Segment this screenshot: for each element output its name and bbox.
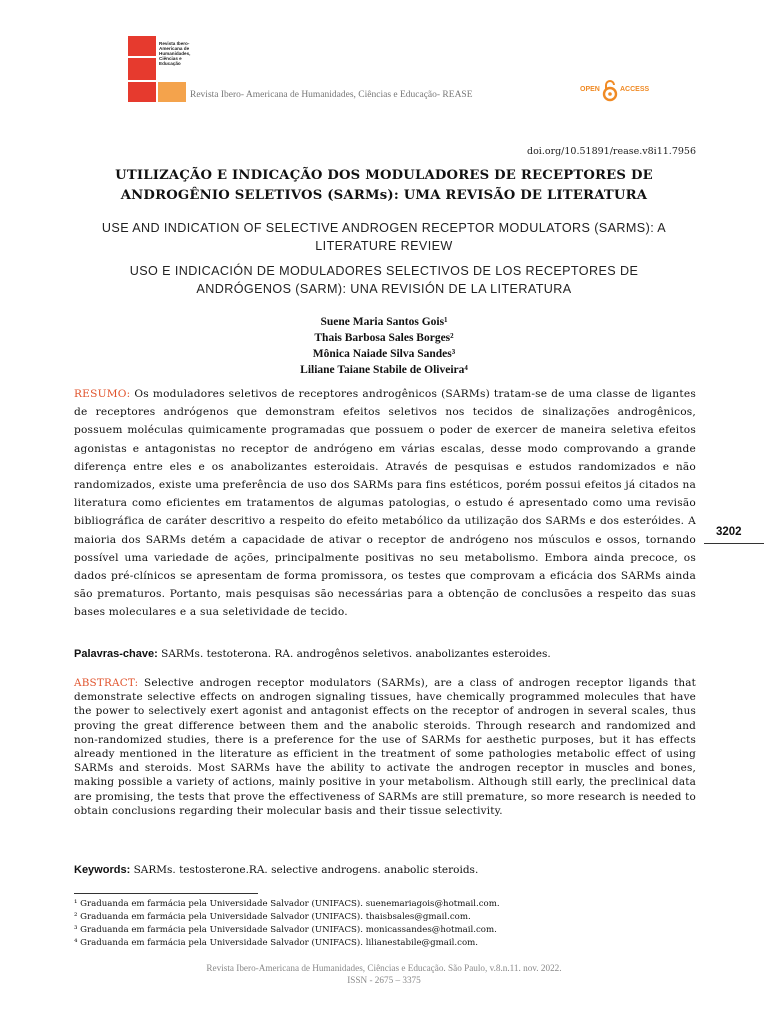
author-name: Liliane Taiane Stabile de Oliveira⁴ xyxy=(300,364,468,376)
logo-block-red-top xyxy=(128,36,156,56)
footer-issn: ISSN - 2675 – 3375 xyxy=(347,975,421,985)
footnote-item: ³ Graduanda em farmácia pela Universidade Salvador (UNIFACS). monicassandes@hotmail.com. xyxy=(74,925,497,935)
abstract-label: ABSTRACT: xyxy=(74,677,139,689)
open-access-open-label: OPEN xyxy=(580,86,600,93)
doi-link[interactable]: doi.org/10.51891/rease.v8i11.7956 xyxy=(526,146,696,157)
author-list xyxy=(100,314,668,378)
logo-block-red-middle xyxy=(128,58,156,80)
keywords-en xyxy=(74,864,696,876)
page-number: 3202 xyxy=(716,526,742,538)
resumo-paragraph xyxy=(74,385,696,622)
logo-block-red-bottom xyxy=(128,82,156,102)
title-spanish: USO E INDICACIÓN DE MODULADORES SELECTIVOS DE LOS RECEPTORES DE ANDRÓGENOS (SARM): UNA REVISIÓN DE LA LITERATURA xyxy=(129,264,639,296)
abstract-paragraph xyxy=(74,676,696,818)
page-number-rule xyxy=(704,543,764,544)
author-name: Thais Barbosa Sales Borges² xyxy=(314,332,454,344)
resumo-text: Os moduladores seletivos de receptores androgênicos (SARMs) tratam-se de uma classe de ligantes de receptores andrógenos que demonstram efeitos seletivos nos tecidos de sinalizações androgênicos, possuem moléculas quimicamente programadas que possuem o poder de exercer de maneira seletiva efeitos agonistas e antagonistas no receptor de andrógeno em várias escalas, desse modo comprovando a grande diferença entre eles e os anabolizantes esteroidais. Através de pesquisas e estudos randomizados e não randomizados, existe uma preferência de uso dos SARMs para fins estéticos, porém possui efeitos já citados na literatura como eficientes em tratamentos de algumas patologias, o estudo é apresentado como uma revisão bibliográfica de caráter descritivo a respeito do efeito metabólico da utilização dos SARMs e dos esteróides. A maioria dos SARMs detém a capacidade de ativar o receptor de andrógeno nos músculos e ossos, tornando possível uma variedade de ações, principalmente positivas no seu metabolismo. Embora ainda precoce, os dados pré-clínicos se apresentam de forma promissora, os testes que comprovam a eficácia dos SARMs ainda são prematuros. Portanto, mais pesquisas são necessárias para a obtenção de conclusões a respeito das suas bases moleculares e a sua seletividade de tecido. xyxy=(74,388,696,619)
footer-citation: Revista Ibero-Americana de Humanidades, Ciências e Educação. São Paulo, v.8.n.11. nov. 2022. xyxy=(206,963,562,973)
author-name: Suene Maria Santos Gois¹ xyxy=(320,316,448,328)
journal-header-line: Revista Ibero- Americana de Humanidades, Ciências e Educação- REASE xyxy=(190,90,473,100)
keywords-en-text: SARMs. testosterone.RA. selective androgens. anabolic steroids. xyxy=(133,864,479,876)
logo-block-orange xyxy=(158,82,186,102)
footnotes xyxy=(74,898,500,950)
open-access-access-label: ACCESS xyxy=(620,86,650,93)
abstract-text: Selective androgen receptor modulators (SARMs), are a class of androgen receptor ligands that demonstrate selective effects on androgen signaling tissues, have chemically programmed molecules that have the power to selectively exert agonist and antagonist effects on the receptor of androgen in several scales, thus proving the great difference between them and the anabolic steroids. Through research and randomized and non-randomized studies, there is a preference for the use of SARMs for aesthetic purposes, but it has effects already mentioned in the literature as efficient in the treatment of some pathologies metabolic effect of using SARMs and steroids. Most SARMs have the ability to activate the androgen receptor in muscles and bones, making possible a variety of actions, mainly positive in your metabolism. Although still early, the preclinical data are promising, the tests that prove the effectiveness of SARMs are still premature, so more research is needed to obtain conclusions regarding their molecular basis and their tissue selectivity. xyxy=(74,677,696,817)
footnote-item: ⁴ Graduanda em farmácia pela Universidade Salvador (UNIFACS). lilianestabile@gmail.com. xyxy=(74,938,478,948)
keywords-pt-label: Palavras-chave: xyxy=(74,648,158,660)
keywords-pt-text: SARMs. testoterona. RA. androgênos seletivos. anabolizantes esteroides. xyxy=(161,648,551,660)
title-portuguese: UTILIZAÇÃO E INDICAÇÃO DOS MODULADORES DE RECEPTORES DE ANDROGÊNIO SELETIVOS (SARMs): UMA REVISÃO DE LITERATURA xyxy=(115,168,653,203)
author-name: Mônica Naiade Silva Sandes³ xyxy=(312,348,456,360)
title-english: USE AND INDICATION OF SELECTIVE ANDROGEN RECEPTOR MODULATORS (SARMS): A LITERATURE REVIEW xyxy=(101,221,667,253)
footnote-rule xyxy=(74,893,258,894)
keywords-en-label: Keywords: xyxy=(74,864,131,876)
logo-text: Revista Ibero- Americana de Humanidades, Ciências e Educação xyxy=(159,41,191,66)
footnote-item: ² Graduanda em farmácia pela Universidade Salvador (UNIFACS). thaisbsales@gmail.com. xyxy=(74,912,471,922)
footnote-item: ¹ Graduanda em farmácia pela Universidade Salvador (UNIFACS). suenemariagois@hotmail.com. xyxy=(74,899,500,909)
resumo-label: RESUMO: xyxy=(74,388,131,400)
journal-logo xyxy=(128,36,191,102)
open-access-lock-icon xyxy=(602,80,618,106)
keywords-pt xyxy=(74,648,696,660)
page-footer xyxy=(100,962,668,986)
